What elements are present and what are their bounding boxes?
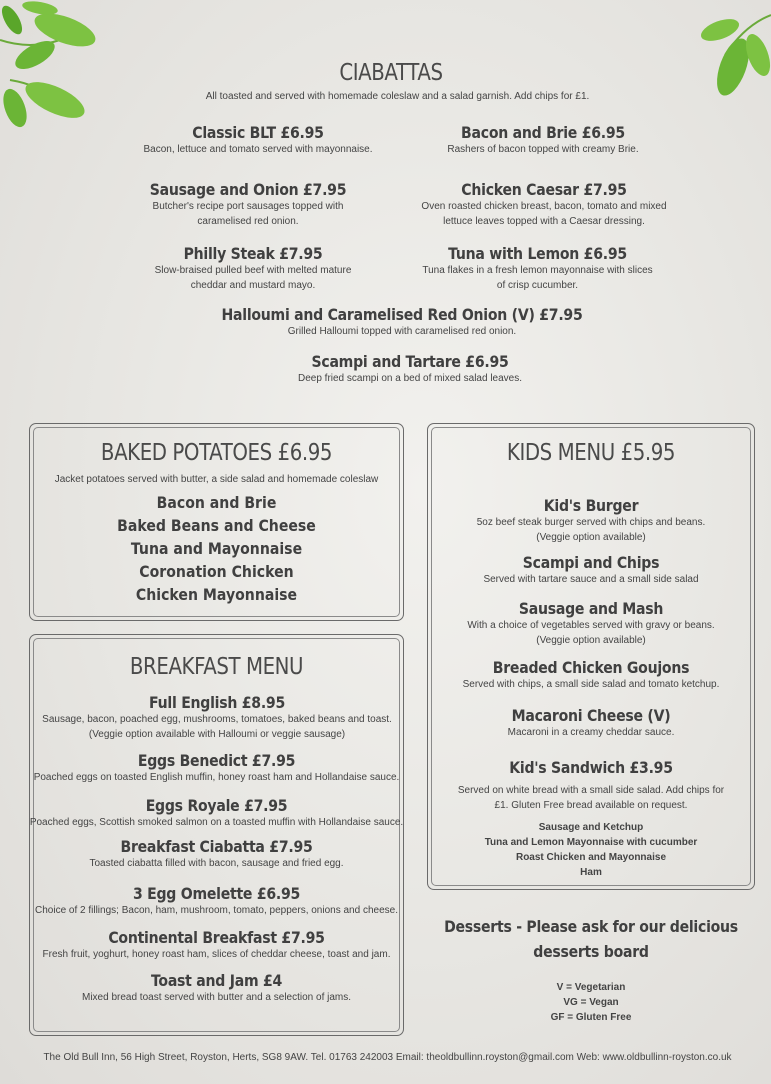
item-name: Sausage and Onion £7.95 [149,180,347,199]
item-desc: (Veggie option available) [536,532,646,543]
item-name: Breaded Chicken Goujons [492,658,690,677]
kids-item-macaroni [427,706,755,740]
filling-item: Roast Chicken and Mayonnaise [515,852,667,863]
menu-item-continental [29,928,404,962]
key-item: VG = Vegan [563,997,619,1008]
filling-item: Baked Beans and Cheese [117,516,316,535]
menu-item-omelette [29,884,404,918]
item-name: Halloumi and Caramelised Red Onion (V) £7.95 [221,305,583,324]
menu-item-halloumi [152,305,652,339]
filling-item: Tuna and Lemon Mayonnaise with cucumber [484,837,698,848]
item-desc: Oven roasted chicken breast, bacon, tomato and mixed lettuce leaves topped with a Caesar dressing. [421,201,667,227]
desserts-line-2: desserts board [533,942,649,961]
baked-potatoes-section [29,440,404,606]
kids-menu-section [427,440,755,466]
item-desc: Served on white bread with a small side salad. Add chips for [457,785,725,796]
kids-item-scampi [427,553,755,587]
kids-item-sandwich [427,758,755,813]
item-desc: Bacon, lettuce and tomato served with mayonnaise. [143,144,373,155]
item-desc: Served with chips, a small side salad and tomato ketchup. [462,679,720,690]
item-name: Breakfast Ciabatta £7.95 [120,837,313,856]
item-name: 3 Egg Omelette £6.95 [132,884,301,903]
key-item: GF = Gluten Free [550,1012,632,1023]
item-name: Chicken Caesar £7.95 [461,180,627,199]
breakfast-title: BREAKFAST MENU [129,654,304,680]
item-name: Tuna with Lemon £6.95 [448,244,627,263]
filling-item: Chicken Mayonnaise [135,585,298,604]
item-name: Scampi and Tartare £6.95 [311,352,509,371]
baked-potatoes-subtitle: Jacket potatoes served with butter, a side salad and homemade coleslaw [54,474,379,485]
item-desc: Choice of 2 fillings; Bacon, ham, mushroom, tomato, peppers, onions and cheese. [35,905,398,916]
footer-contact: The Old Bull Inn, 56 High Street, Royston, Herts, SG8 9AW. Tel. 01763 242003 Email: theoldbullinn.royston@gmail.com Web: www.oldbullinn-royston.co.uk [43,1052,732,1063]
menu-item-classic-blt [93,123,423,157]
desserts-line-1: Desserts - Please ask for our delicious [444,917,738,936]
key-item: V = Vegetarian [556,982,626,993]
desserts-note [407,914,771,964]
menu-item-philly-steak [138,244,368,293]
item-desc: Poached eggs on toasted English muffin, honey roast ham and Hollandaise sauce. [33,772,400,783]
item-desc: With a choice of vegetables served with gravy or beans. [467,620,715,631]
kids-menu-title: KIDS MENU £5.95 [506,440,676,466]
filling-item: Tuna and Mayonnaise [130,539,303,558]
item-name: Continental Breakfast £7.95 [108,928,325,947]
menu-item-breakfast-ciabatta [29,837,404,871]
kids-sandwich-fillings [427,820,755,880]
item-name: Full English £8.95 [149,693,285,712]
item-name: Scampi and Chips [522,553,660,572]
dietary-key [427,980,755,1025]
menu-item-toast-jam [29,971,404,1005]
item-desc: Fresh fruit, yoghurt, honey roast ham, slices of cheddar cheese, toast and jam. [42,949,391,960]
kids-item-burger [427,496,755,545]
item-name: Macaroni Cheese (V) [511,706,671,725]
ciabattas-title: CIABATTAS [339,60,443,86]
baked-potatoes-title: BAKED POTATOES £6.95 [100,440,333,466]
item-desc: Served with tartare sauce and a small side salad [483,574,699,585]
menu-item-sausage-onion [128,180,368,229]
ciabattas-subtitle: All toasted and served with homemade coleslaw and a salad garnish. Add chips for £1. [205,91,590,102]
item-desc: Slow-braised pulled beef with melted mature cheddar and mustard mayo. [154,265,352,291]
menu-item-bacon-brie [378,123,708,157]
item-name: Toast and Jam £4 [150,971,283,990]
item-desc: £1. Gluten Free bread available on request. [494,800,688,811]
item-desc: Butcher's recipe port sausages topped with caramelised red onion. [152,201,344,227]
item-name: Classic BLT £6.95 [192,123,324,142]
filling-item: Sausage and Ketchup [538,822,644,833]
menu-item-tuna-lemon [420,244,655,293]
item-desc: Poached eggs, Scottish smoked salmon on a toasted muffin with Hollandaise sauce. [29,817,404,828]
menu-item-eggs-benedict [29,751,404,785]
breakfast-section [29,654,404,680]
filling-item: Ham [580,867,602,878]
item-name: Philly Steak £7.95 [183,244,323,263]
filling-item: Bacon and Brie [156,493,277,512]
item-desc: Grilled Halloumi topped with caramelised red onion. [287,326,517,337]
item-desc: Sausage, bacon, poached egg, mushrooms, tomatoes, baked beans and toast. (Veggie option available with Halloumi or veggie sausage) [42,714,392,740]
item-name: Eggs Benedict £7.95 [137,751,296,770]
filling-item: Coronation Chicken [139,562,294,581]
item-name: Sausage and Mash [518,599,664,618]
item-desc: Macaroni in a creamy cheddar sauce. [507,727,675,738]
item-desc: Rashers of bacon topped with creamy Brie. [447,144,639,155]
item-desc: (Veggie option available) [536,635,646,646]
ciabattas-section [0,60,771,86]
menu-item-eggs-royale [29,796,404,830]
item-desc: Toasted ciabatta filled with bacon, sausage and fried egg. [89,858,344,869]
item-desc: 5oz beef steak burger served with chips and beans. [476,517,706,528]
item-desc: Deep fried scampi on a bed of mixed salad leaves. [297,373,522,384]
kids-item-goujons [427,658,755,692]
menu-item-full-english [42,693,392,742]
item-name: Kid's Burger [543,496,639,515]
item-name: Eggs Royale £7.95 [145,796,288,815]
menu-item-scampi-tartare [260,352,560,386]
item-name: Kid's Sandwich £3.95 [509,758,673,777]
item-desc: Mixed bread toast served with butter and a selection of jams. [81,992,352,1003]
kids-item-sausage-mash [427,599,755,648]
item-desc: Tuna flakes in a fresh lemon mayonnaise with slices of crisp cucumber. [422,265,653,291]
item-name: Bacon and Brie £6.95 [461,123,625,142]
menu-item-chicken-caesar [420,180,668,229]
